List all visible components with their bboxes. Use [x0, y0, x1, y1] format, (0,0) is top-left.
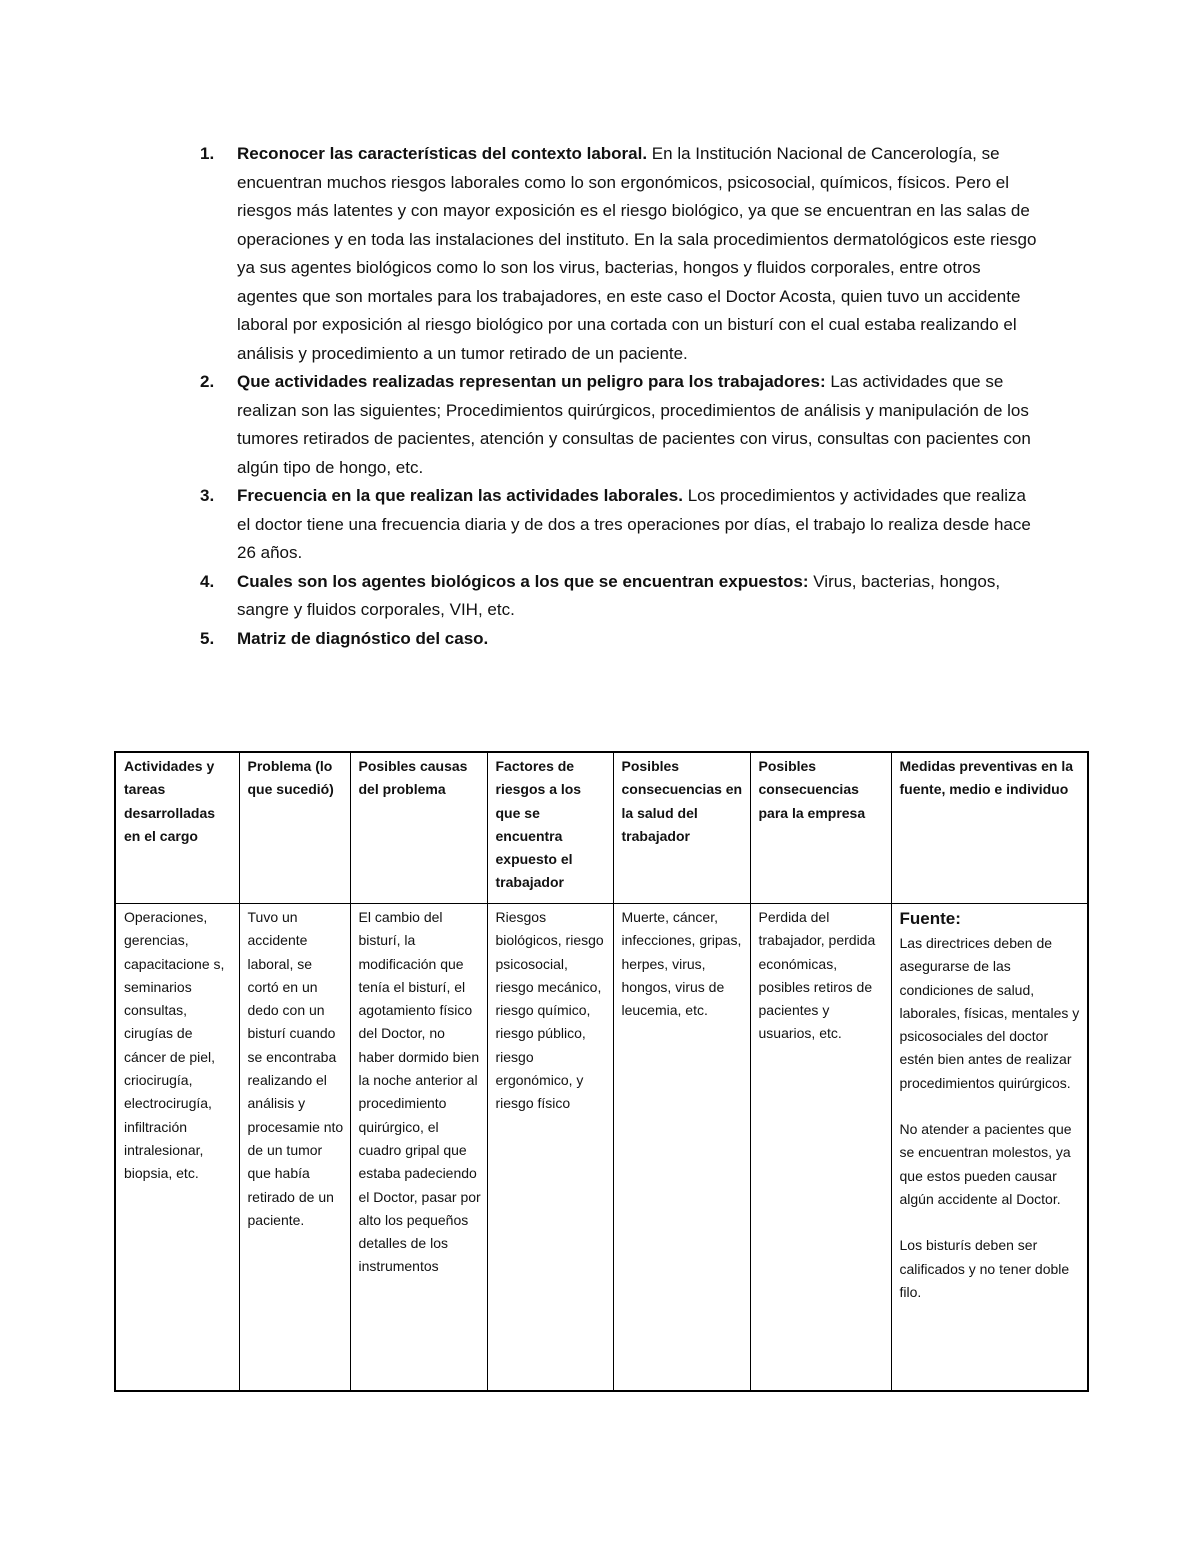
measures-paragraph-3: Los bisturís deben ser calificados y no tener doble filo.: [899, 1237, 1070, 1300]
list-title: Matriz de diagnóstico del caso.: [237, 628, 489, 648]
cell-causes: El cambio del bisturí, la modificación que tenía el bisturí, el agotamiento físico del Doctor, no haber dormido bien la noche anterior al procedimiento quirúrgico, el cuadro gripal que estaba padeciendo el Doctor, pasar por alto los pequeños detalles de los instrumentos: [350, 904, 487, 1392]
list-item-2: [200, 368, 1040, 482]
header-problem: Problema (lo que sucedió): [239, 752, 350, 904]
list-item-4: [200, 568, 1040, 625]
cell-company-consequences: Perdida del trabajador, perdida económicas, posibles retiros de pacientes y usuarios, etc.: [750, 904, 891, 1392]
header-preventive-measures: Medidas preventivas en la fuente, medio e individuo: [891, 752, 1088, 904]
table-row: [115, 904, 1088, 1392]
header-causes: Posibles causas del problema: [350, 752, 487, 904]
list-item-1: [200, 140, 1040, 368]
list-body: [237, 482, 1040, 568]
list-number: 4.: [200, 571, 215, 591]
header-health-consequences: Posibles consecuencias en la salud del trabajador: [613, 752, 750, 904]
list-body: [237, 140, 1040, 368]
diagnosis-matrix-table: [114, 751, 1089, 1392]
list-text: Virus, bacterias, hongos, sangre y fluidos corporales, VIH, etc.: [237, 571, 1001, 619]
header-company-consequences: Posibles consecuencias para la empresa: [750, 752, 891, 904]
cell-risk-factors: Riesgos biológicos, riesgo psicosocial, riesgo mecánico, riesgo químico, riesgo público, riesgo ergonómico, y riesgo físico: [487, 904, 613, 1392]
list-title: Reconocer las características del contexto laboral.: [237, 144, 648, 163]
list-item-5: [200, 625, 1040, 654]
list-text: Los procedimientos y actividades que realiza el doctor tiene una frecuencia diaria y de dos a tres operaciones por días, el trabajo lo realiza desde hace 26 años.: [237, 486, 1031, 562]
table-header-row: [115, 752, 1088, 904]
list-text: Las actividades que se realizan son las siguientes; Procedimientos quirúrgicos, procedimientos de análisis y manipulación de los tumores retirados de pacientes, atención y consultas de pacientes con virus, consultas con pacientes con algún tipo de hongo, etc.: [237, 372, 1031, 477]
cell-preventive-measures: [891, 904, 1088, 1392]
list-title: Que actividades realizadas representan un peligro para los trabajadores:: [237, 372, 826, 391]
list-item-3: [200, 482, 1040, 568]
list-body: [237, 368, 1040, 482]
list-title: Frecuencia en la que realizan las actividades laborales.: [237, 486, 683, 505]
list-number: 5.: [200, 628, 215, 648]
list-body: [237, 568, 1040, 625]
cell-activities: Operaciones, gerencias, capacitacione s, seminarios consultas, cirugías de cáncer de piel, criocirugía, electrocirugía, infiltración intralesionar, biopsia, etc.: [115, 904, 239, 1392]
cell-health-consequences: Muerte, cáncer, infecciones, gripas, herpes, virus, hongos, virus de leucemia, etc.: [613, 904, 750, 1392]
list-number: 3.: [200, 486, 215, 505]
list-number: 2.: [200, 372, 215, 391]
cell-problem: Tuvo un accidente laboral, se cortó en un dedo con un bisturí cuando se encontraba realizando el análisis y procesamie nto de un tumor que había retirado de un paciente.: [239, 904, 350, 1392]
list-title: Cuales son los agentes biológicos a los que se encuentran expuestos:: [237, 571, 809, 591]
list-number: 1.: [200, 144, 215, 163]
numbered-list: [200, 140, 1040, 653]
list-body: [237, 625, 1040, 654]
measures-paragraph-2: No atender a pacientes que se encuentran molestos, ya que estos pueden causar algún accidente al Doctor.: [899, 1121, 1072, 1207]
measures-paragraph-1: Las directrices deben de asegurarse de las condiciones de salud, laborales, físicas, mentales y psicosociales del doctor estén bien antes de realizar procedimientos quirúrgicos.: [899, 935, 1080, 1091]
measures-title: Fuente:: [899, 909, 961, 928]
header-activities: Actividades y tareas desarrolladas en el cargo: [115, 752, 239, 904]
list-text: En la Institución Nacional de Cancerología, se encuentran muchos riesgos laborales como lo son ergonómicos, psicosocial, químicos, físicos. Pero el riesgos más latentes y con mayor exposición es el riesgo biológico, ya que se encuentran en las salas de operaciones y en toda las instalaciones del instituto. En la sala procedimientos dermatológicos este riesgo ya sus agentes biológicos como lo son los virus, bacterias, hongos y fluidos corporales, entre otros agentes que son mortales para los trabajadores, en este caso el Doctor Acosta, quien tuvo un accidente laboral por exposición al riesgo biológico por una cortada con un bisturí con el cual estaba realizando el análisis y procedimiento a un tumor retirado de un paciente.: [237, 144, 1037, 363]
header-risk-factors: Factores de riesgos a los que se encuentra expuesto el trabajador: [487, 752, 613, 904]
